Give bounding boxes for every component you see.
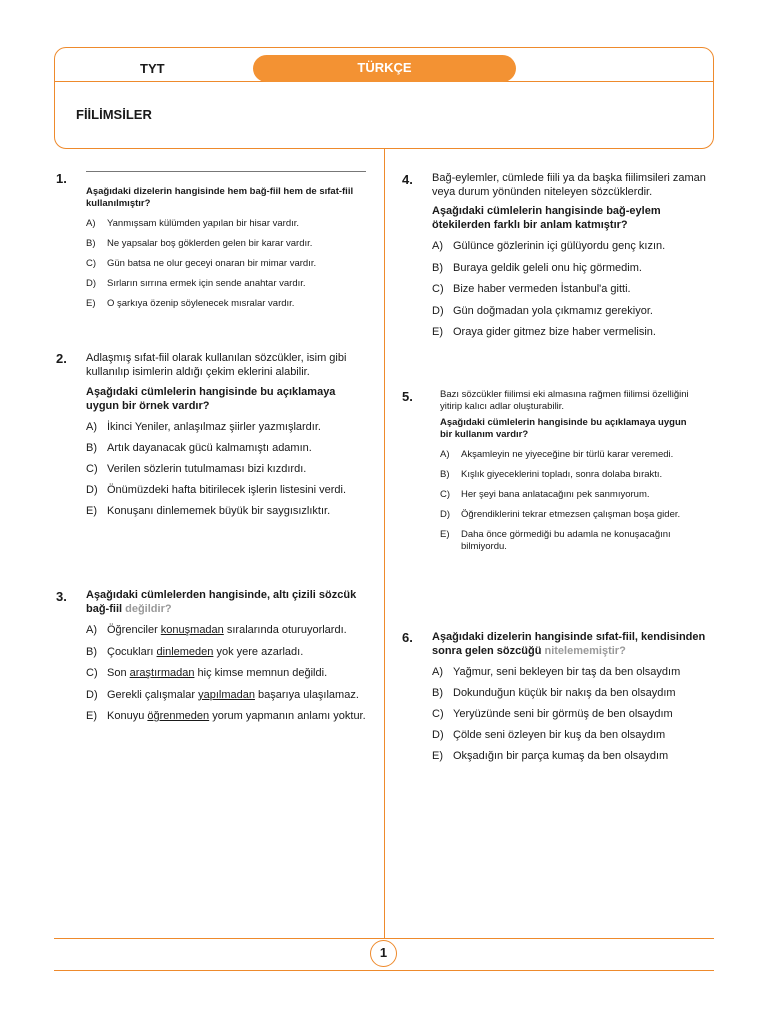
question-prompt: Aşağıdaki cümlelerin hangisinde bu açıklamaya uygun bir kullanım vardır? — [440, 417, 687, 440]
option-d[interactable]: D) Gerekli çalışmalar yapılmadan başarıya ulaşılamaz. — [86, 688, 359, 701]
option-a[interactable]: A) Akşamleyin ne yiyeceğine bir türlü karar veremedi. — [440, 449, 674, 460]
option-d[interactable]: D) Önümüzdeki hafta bitirilecek işlerin listesini verdi. — [86, 484, 347, 496]
question-prompt: Aşağıdaki dizelerin hangisinde hem bağ-fiil hem de sıfat-fiil kullanılmıştır? — [86, 186, 354, 209]
exam-label: TYT — [140, 61, 165, 76]
question-stem: Bazı sözcükler fiilimsi eki almasına rağmen fiilimsi özelliğini yitirip kalıcı adlar oluşturabilir. — [440, 389, 689, 412]
option-c[interactable]: C) Bize haber vermeden İstanbul'a gitti. — [432, 283, 631, 295]
footer-rule-bottom — [54, 970, 714, 971]
option-c[interactable]: C) Yeryüzünde seni bir görmüş de ben olsaydım — [432, 708, 673, 720]
option-c[interactable]: C) Gün batsa ne olur geceyi onaran bir mimar vardır. — [86, 258, 317, 269]
question-number: 4. — [402, 172, 413, 187]
option-d[interactable]: D) Sırların sırrına ermek için sende anahtar vardır. — [86, 278, 306, 289]
option-a[interactable]: A) Yağmur, seni bekleyen bir taş da ben olsaydım — [432, 666, 681, 678]
option-a[interactable]: A) Yanmışsam külümden yapılan bir hisar vardır. — [86, 218, 300, 229]
question-prompt: Aşağıdaki cümlelerin hangisinde bu açıklamaya uygun bir örnek vardır? — [86, 386, 336, 412]
option-c[interactable]: C) Verilen sözlerin tutulmaması bizi kızdırdı. — [86, 463, 307, 475]
option-a[interactable]: A) İkinci Yeniler, anlaşılmaz şiirler yazmışlardır. — [86, 421, 321, 433]
option-d[interactable]: D) Çölde seni özleyen bir kuş da ben olsaydım — [432, 729, 666, 741]
question-prompt-faded: nitelememiştir? — [544, 645, 626, 657]
option-b[interactable]: B) Ne yapsalar boş göklerden gelen bir karar vardır. — [86, 238, 313, 249]
option-e[interactable]: E) Daha önce görmediği bu adamla ne konuşacağını bilmiyordu. — [440, 529, 671, 552]
option-c[interactable]: C) Her şeyi bana anlatacağını pek sanmıyorum. — [440, 489, 650, 500]
question-rule — [86, 171, 366, 172]
underlined-word: öğrenmeden — [147, 710, 210, 722]
underlined-word: dinlemeden — [156, 645, 214, 658]
option-d[interactable]: D) Gün doğmadan yola çıkmamız gerekiyor. — [432, 304, 653, 317]
option-e[interactable]: E) Konuyu öğrenmeden yorum yapmanın anlamı yoktur. — [86, 710, 366, 722]
underlined-word: yapılmadan — [198, 688, 255, 701]
question-number: 3. — [56, 589, 67, 604]
question-number: 5. — [402, 389, 413, 404]
question-number: 2. — [56, 351, 67, 366]
column-divider — [384, 149, 385, 938]
option-e[interactable]: E) Oraya gider gitmez bize haber vermelisin. — [432, 326, 656, 338]
question-prompt-faded: değildir? — [125, 602, 172, 615]
question-prompt: Aşağıdaki cümlelerden hangisinde, altı çizili sözcük bağ-fiil değildir? — [86, 589, 357, 615]
underlined-word: konuşmadan — [160, 624, 224, 636]
question-prompt: Aşağıdaki dizelerin hangisinde sıfat-fiil, kendisinden sonra gelen sözcüğü nitelememiştir? — [432, 631, 706, 657]
option-e[interactable]: E) Okşadığın bir parça kumaş da ben olsaydım — [432, 750, 669, 762]
page-number: 1 — [370, 940, 397, 967]
underlined-word: araştırmadan — [129, 667, 195, 679]
question-prompt: Aşağıdaki cümlelerin hangisinde bağ-eylem ötekilerden farklı bir anlam katmıştır? — [432, 205, 661, 231]
option-b[interactable]: B) Dokunduğun küçük bir nakış da ben olsaydım — [432, 687, 676, 699]
option-c[interactable]: C) Son araştırmadan hiç kimse memnun değildi. — [86, 667, 328, 679]
topic-title: FİİLİMSİLER — [76, 107, 152, 122]
question-stem: Adlaşmış sıfat-fiil olarak kullanılan sözcükler, isim gibi kullanılıp isimlerin aldığı çekim eklerini alabilir. — [86, 352, 347, 378]
question-stem: Bağ-eylemler, cümlede fiili ya da başka fiilimsileri zaman veya durum yönünden niteleyen sözcüklerdir. — [432, 172, 706, 198]
subject-pill: TÜRKÇE — [253, 55, 516, 82]
option-b[interactable]: B) Buraya geldik geleli onu hiç görmedim. — [432, 261, 642, 274]
option-b[interactable]: B) Çocukları dinlemeden yok yere azarladı. — [86, 645, 304, 658]
option-b[interactable]: B) Artık dayanacak gücü kalmamıştı adamın. — [86, 442, 312, 454]
footer-rule-top — [54, 938, 714, 939]
question-number: 1. — [56, 171, 67, 186]
option-b[interactable]: B) Kışlık giyeceklerini topladı, sonra dolaba bıraktı. — [440, 469, 663, 480]
option-a[interactable]: A) Gülünce gözlerinin içi gülüyordu genç kızın. — [432, 240, 666, 252]
option-e[interactable]: E) O şarkıya özenip söylenecek mısralar vardır. — [86, 298, 295, 309]
question-number: 6. — [402, 630, 413, 645]
option-a[interactable]: A) Öğrenciler konuşmadan sıralarında oturuyorlardı. — [86, 624, 347, 636]
option-d[interactable]: D) Öğrendiklerini tekrar etmezsen çalışman boşa gider. — [440, 509, 681, 520]
option-e[interactable]: E) Konuşanı dinlememek büyük bir saygısızlıktır. — [86, 505, 331, 517]
